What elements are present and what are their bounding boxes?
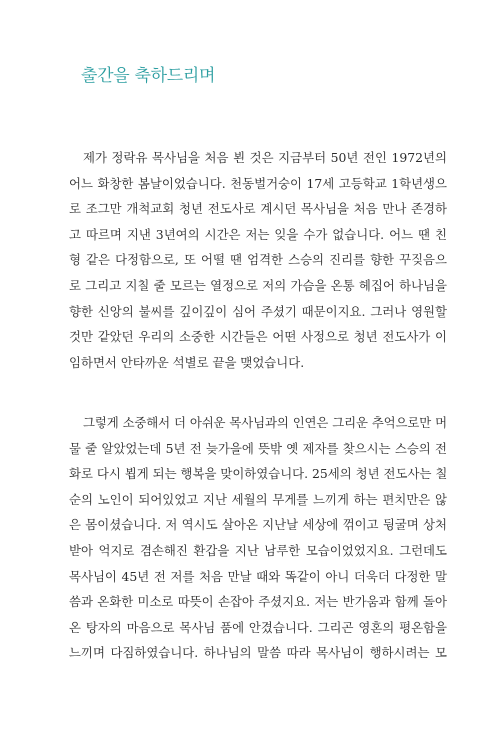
text-line: 물 줄 알았었는데 5년 전 늦가을에 뜻밖 옛 제자를 찾으시는 스승의 전 (69, 440, 447, 456)
text-line: 은 몸이셨습니다. 저 역시도 살아온 지난날 세상에 꺾이고 뒹굴며 상처 (69, 517, 447, 533)
text-line: 로 조그만 개척교회 청년 전도사로 계시던 목사님을 처음 만나 존경하 (69, 201, 447, 217)
text-line: 향한 신앙의 불씨를 깊이깊이 심어 주셨기 때문이지요. 그러나 영원할 (69, 303, 447, 319)
text-line: 받아 억지로 겸손해진 환갑을 지난 남루한 모습이었었지요. 그런데도 (69, 542, 447, 558)
paragraph-2 (69, 410, 447, 666)
text-line: 화로 다시 뵙게 되는 행복을 맞이하였습니다. 25세의 청년 전도사는 칠 (69, 466, 448, 482)
text-line: 것만 같았던 우리의 소중한 시간들은 어떤 사정으로 청년 전도사가 이 (69, 329, 447, 345)
text-line: 로 그리고 지칠 줄 모르는 열정으로 저의 가슴을 온통 헤집어 하나님을 (69, 277, 447, 293)
text-line: 그렇게 소중해서 더 아쉬운 목사님과의 인연은 그리운 추억으로만 머 (83, 415, 447, 430)
text-line: 고 따르며 지낸 3년여의 시간은 저는 잊을 수가 없습니다. 어느 땐 친 (69, 226, 447, 242)
paragraph-1 (69, 145, 447, 375)
text-line: 느끼며 다짐하였습니다. 하나님의 말씀 따라 목사님이 행하시려는 모 (69, 645, 447, 661)
text-line: 목사님이 45년 전 저를 처음 만날 때와 똑같이 아니 더욱더 다정한 말 (69, 568, 447, 584)
text-line: 온 탕자의 마음으로 목사님 품에 안겼습니다. 그리곤 영혼의 평온함을 (69, 619, 447, 635)
text-line: 임하면서 안타까운 석별로 끝을 맺었습니다. (69, 354, 305, 370)
text-line: 제가 정락유 목사님을 처음 뵌 것은 지금부터 50년 전인 1972년의 (83, 150, 447, 165)
text-line: 순의 노인이 되어있었고 지난 세월의 무게를 느끼게 하는 편치만은 않 (69, 491, 447, 507)
text-line: 형 같은 다정함으로, 또 어떨 땐 엄격한 스승의 진리를 향한 꾸짖음으 (69, 252, 447, 268)
text-line: 어느 화창한 봄날이었습니다. 천동벌거숭이 17세 고등학교 1학년생으 (69, 175, 447, 191)
page-title: 출간을 축하드리며 (81, 66, 216, 86)
text-line: 씀과 온화한 미소로 따뜻이 손잡아 주셨지요. 저는 반가움과 함께 돌아 (69, 594, 447, 610)
